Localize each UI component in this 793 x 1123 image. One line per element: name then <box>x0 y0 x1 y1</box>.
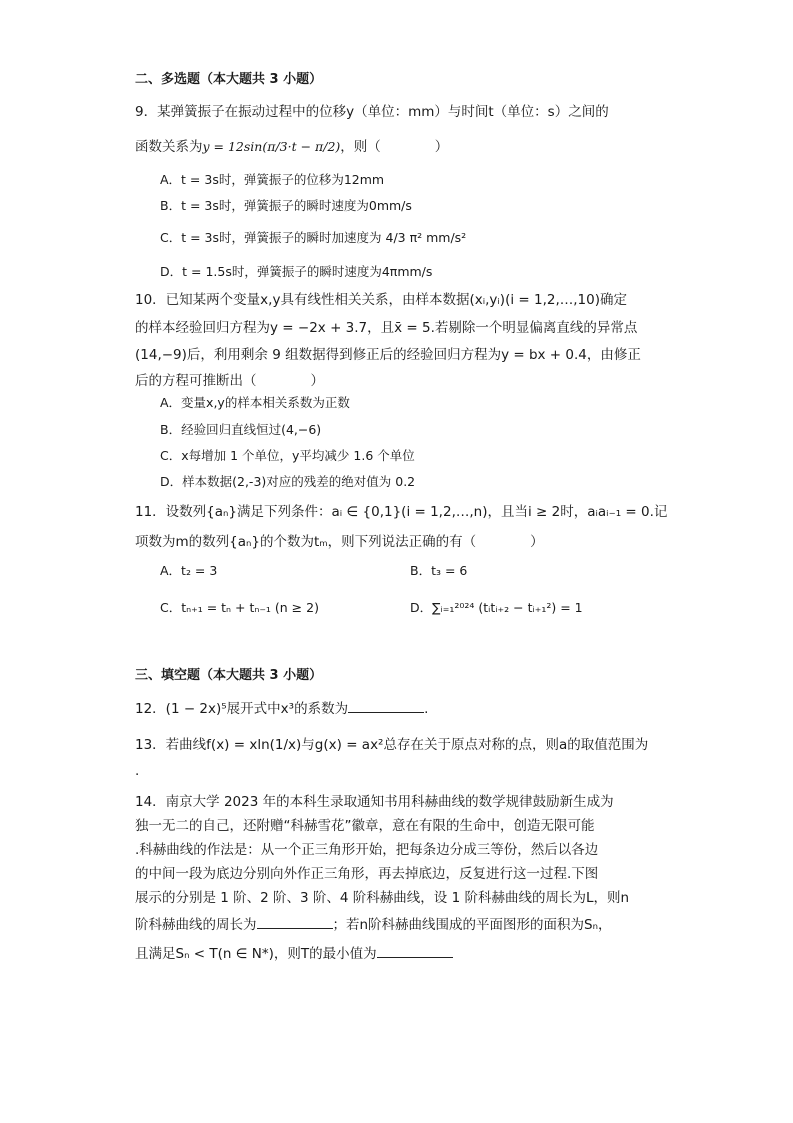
question-13-line-2: . <box>135 763 140 779</box>
question-9-lead: 函数关系为 <box>135 139 203 155</box>
question-10-option-a: A．变量x,y的样本相关系数为正数 <box>160 395 350 410</box>
question-10-line-3: (14,−9)后，利用剩余 9 组数据得到修正后的经验回归方程为y = bx + 0.4，由修正 <box>135 347 641 363</box>
question-12 <box>135 697 428 717</box>
question-14-line-5: 展示的分别是 1 阶、2 阶、3 阶、4 阶科赫曲线，设 1 阶科赫曲线的周长为L，则n <box>135 890 630 906</box>
question-13-line-1: 13．若曲线f(x) = xln(1/x)与g(x) = ax²总存在关于原点对称的点，则a的取值范围为 <box>135 737 649 753</box>
question-11-line-2: 项数为m的数列{aₙ}的个数为tₘ，则下列说法正确的有（ ） <box>135 534 544 550</box>
question-10-option-d: D．样本数据(2,-3)对应的残差的绝对值为 0.2 <box>160 474 416 489</box>
question-11-option-d: D．∑ᵢ₌₁²⁰²⁴ (tᵢtᵢ₊₂ − tᵢ₊₁²) = 1 <box>410 600 583 615</box>
question-11-option-a: A．t₂ = 3 <box>160 563 218 578</box>
question-11-option-b: B．t₃ = 6 <box>410 563 468 578</box>
question-14-line-3: .科赫曲线的作法是：从一个正三角形开始，把每条边分成三等份，然后以各边 <box>135 842 599 858</box>
section-heading-fill-in: 三、填空题（本大题共 3 小题） <box>135 668 323 683</box>
question-14-line-1: 14．南京大学 2023 年的本科生录取通知书用科赫曲线的数学规律鼓励新生成为 <box>135 794 614 810</box>
question-10-line-4: 后的方程可推断出（ ） <box>135 373 324 389</box>
question-9-option-d: D．t = 1.5s时，弹簧振子的瞬时速度为4πmm/s <box>160 264 433 279</box>
question-14-min-prompt: 且满足Sₙ < T(n ∈ N*)，则T的最小值为 <box>135 946 377 962</box>
question-9-line-2 <box>135 135 448 155</box>
question-10-line-2: 的样本经验回归方程为y = −2x + 3.7，且x̄ = 5.若剔除一个明显偏离直线的异常点 <box>135 320 638 336</box>
question-10-line-1: 10．已知某两个变量x,y具有线性相关关系，由样本数据(xᵢ,yᵢ)(i = 1,2,…,10)确定 <box>135 292 627 308</box>
question-9-option-c: C．t = 3s时，弹簧振子的瞬时加速度为 4/3 π² mm/s² <box>160 230 467 245</box>
question-11-line-1: 11．设数列{aₙ}满足下列条件：aᵢ ∈ {0,1}(i = 1,2,…,n)，且当i ≥ 2时，aᵢaᵢ₋₁ = 0.记 <box>135 504 668 520</box>
question-9-option-a: A．t = 3s时，弹簧振子的位移为12mm <box>160 172 385 187</box>
question-14-blank-1 <box>257 916 333 929</box>
question-12-end: . <box>424 701 429 717</box>
question-14-area-prompt: ；若n阶科赫曲线围成的平面图形的面积为Sₙ， <box>332 917 612 933</box>
question-14-line-6 <box>135 913 612 933</box>
question-9-line-1: 9．某弹簧振子在振动过程中的位移y（单位：mm）与时间t（单位：s）之间的 <box>135 104 609 120</box>
question-12-blank <box>348 700 424 713</box>
question-14-line-4: 的中间一段为底边分别向外作正三角形，再去掉底边，反复进行这一过程.下图 <box>135 866 599 882</box>
question-14-line-7 <box>135 942 453 962</box>
question-10-option-c: C．x每增加 1 个单位，y平均减少 1.6 个单位 <box>160 448 415 463</box>
question-9-formula: y = 12sin(π/3·t − π/2) <box>202 139 341 154</box>
question-9-option-b: B．t = 3s时，弹簧振子的瞬时速度为0mm/s <box>160 198 412 213</box>
question-14-blank-2 <box>377 945 453 958</box>
question-9-paren: ，则（ ） <box>340 139 449 155</box>
question-11-option-c: C．tₙ₊₁ = tₙ + tₙ₋₁ (n ≥ 2) <box>160 600 319 615</box>
question-10-option-b: B．经验回归直线恒过(4,−6) <box>160 422 322 437</box>
question-12-text: 12．(1 − 2x)⁵展开式中x³的系数为 <box>135 701 349 717</box>
section-heading-multiple-choice: 二、多选题（本大题共 3 小题） <box>135 72 323 87</box>
question-14-perimeter-prompt: 阶科赫曲线的周长为 <box>135 917 257 933</box>
question-14-line-2: 独一无二的自己，还附赠“科赫雪花”徽章，意在有限的生命中，创造无限可能 <box>135 818 595 834</box>
